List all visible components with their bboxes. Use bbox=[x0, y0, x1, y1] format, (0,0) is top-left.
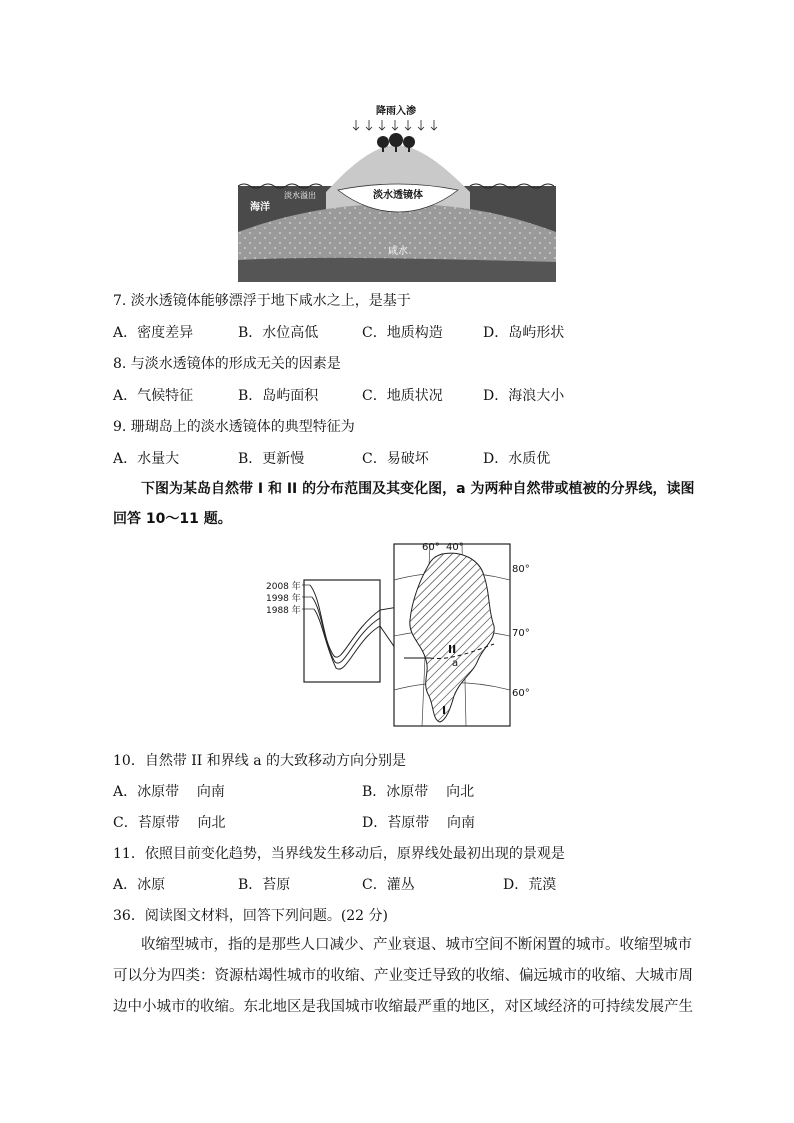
question-7: 7. 淡水透镜体能够漂浮于地下咸水之上，是基于 bbox=[113, 293, 411, 309]
year-label-1988: 1988 年 bbox=[266, 606, 301, 616]
q9-option-c: C．易破坏 bbox=[362, 451, 429, 467]
q7-option-a: A．密度差异 bbox=[113, 325, 194, 341]
q36-para-line-2: 可以分为四类：资源枯竭性城市的收缩、产业变迁导致的收缩、偏远城市的收缩、大城市周 bbox=[113, 968, 693, 984]
year-label-1998: 1998 年 bbox=[266, 594, 301, 604]
rain-label: 降雨入渗 bbox=[376, 106, 416, 117]
q10-option-d: D．苔原带 向南 bbox=[362, 815, 476, 831]
lat-label-80: 80° bbox=[512, 564, 530, 575]
q36-para-line-3: 边中小城市的收缩。东北地区是我国城市收缩最严重的地区，对区域经济的可持续发展产生 bbox=[113, 999, 693, 1015]
q10-option-a: A．冰原带 向南 bbox=[113, 784, 225, 800]
zone-II-label: II bbox=[448, 643, 457, 656]
q8-option-b: B．岛屿面积 bbox=[238, 388, 319, 404]
q11-option-d: D．荒漠 bbox=[503, 877, 557, 893]
q8-option-d: D．海浪大小 bbox=[483, 388, 565, 404]
intro-line-2: 回答 10～11 题。 bbox=[113, 511, 232, 527]
year-label-2008: 2008 年 bbox=[266, 582, 301, 592]
q11-option-c: C．灌丛 bbox=[362, 877, 415, 893]
q9-option-b: B．更新慢 bbox=[238, 451, 305, 467]
q9-option-d: D．水质优 bbox=[483, 451, 551, 467]
overflow-label: 淡水溢出 bbox=[284, 191, 316, 200]
lat-label-60: 60° bbox=[512, 688, 530, 699]
q11-option-a: A．冰原 bbox=[113, 877, 166, 893]
q36-para-line-1: 收缩型城市，指的是那些人口减少、产业衰退、城市空间不断闲置的城市。收缩型城市 bbox=[141, 937, 692, 953]
salt-label: 咸水 bbox=[388, 246, 408, 257]
q7-option-d: D．岛屿形状 bbox=[483, 325, 565, 341]
lon-label-40: 40° bbox=[446, 542, 464, 553]
zone-I-label: I bbox=[442, 704, 447, 717]
q10-option-c: C．苔原带 向北 bbox=[113, 815, 226, 831]
q10-option-b: B．冰原带 向北 bbox=[362, 784, 475, 800]
question-36: 36．阅读图文材料，回答下列问题。(22 分) bbox=[113, 908, 389, 924]
question-10: 10．自然带 II 和界线 a 的大致移动方向分别是 bbox=[113, 753, 407, 769]
q7-option-c: C．地质构造 bbox=[362, 325, 443, 341]
freshwater-lens-figure bbox=[238, 100, 556, 282]
lon-label-60: 60° bbox=[422, 542, 440, 553]
q11-option-b: B．苔原 bbox=[238, 877, 291, 893]
q7-option-b: B．水位高低 bbox=[238, 325, 319, 341]
seabed bbox=[238, 258, 556, 282]
question-9: 9. 珊瑚岛上的淡水透镜体的典型特征为 bbox=[113, 419, 355, 435]
question-8: 8. 与淡水透镜体的形成无关的因素是 bbox=[113, 356, 341, 372]
q8-option-c: C．地质状况 bbox=[362, 388, 443, 404]
q8-option-a: A．气候特征 bbox=[113, 388, 194, 404]
q9-option-a: A．水量大 bbox=[113, 451, 180, 467]
sea-label: 海洋 bbox=[250, 202, 270, 213]
lens-label: 淡水透镜体 bbox=[373, 190, 423, 201]
island-zones-figure bbox=[262, 540, 540, 730]
line-a-label: a bbox=[452, 658, 459, 669]
intro-line-1: 下图为某岛自然带 I 和 II 的分布范围及其变化图，a 为两种自然带或植被的分界线，读图 bbox=[141, 481, 695, 497]
question-11: 11．依照目前变化趋势，当界线发生移动后，原界线处最初出现的景观是 bbox=[113, 846, 565, 862]
lat-label-70: 70° bbox=[512, 628, 530, 639]
